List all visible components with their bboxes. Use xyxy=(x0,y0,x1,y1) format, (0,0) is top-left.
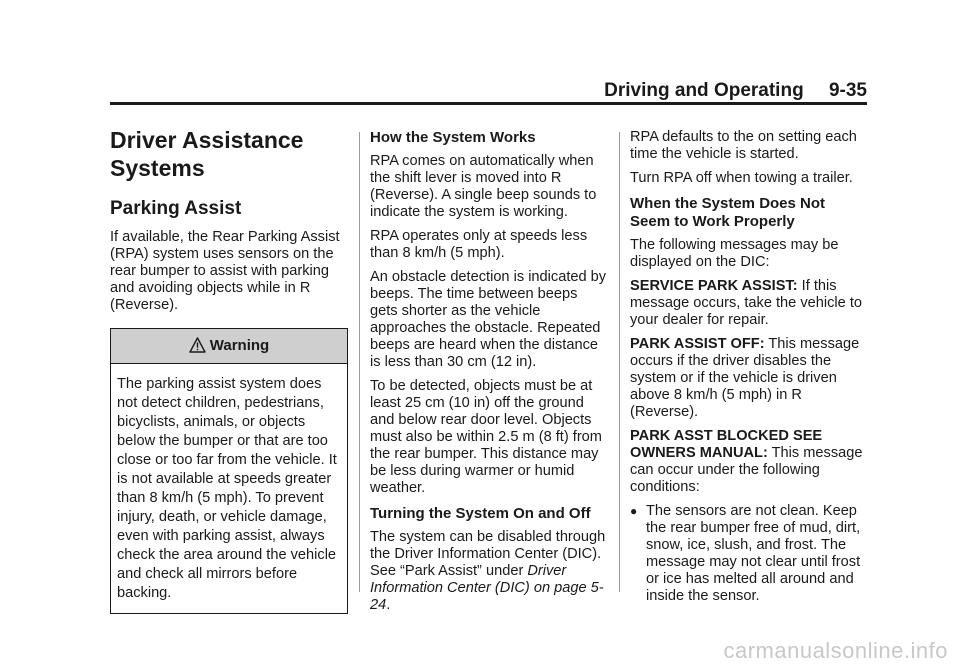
section-heading-parking-assist: Parking Assist xyxy=(110,198,242,219)
message-service-park-assist: SERVICE PARK ASSIST: If this message occurs, take the vehicle to your dealer for repair. xyxy=(630,278,862,328)
chapter-title: Driver Assistance Systems xyxy=(110,127,304,181)
warning-heading: Warning xyxy=(209,337,270,354)
paragraph: RPA comes on automatically when the shift lever is moved into R (Reverse). A single beep sounds to indicate the system is working. xyxy=(370,153,597,220)
column-2 xyxy=(370,129,608,621)
paragraph: The system can be disabled through the Driver Information Center (DIC). See “Park Assist” under Driver Information Center (DIC) on page 5-24. xyxy=(370,529,606,613)
heading-turning-on-off: Turning the System On and Off xyxy=(370,505,591,522)
column-1 xyxy=(110,126,348,614)
message-park-asst-blocked: PARK ASST BLOCKED SEE OWNERS MANUAL: This message can occur under the following conditions: xyxy=(630,428,863,495)
message-label: SERVICE PARK ASSIST: xyxy=(630,278,798,294)
column-divider-1 xyxy=(359,132,360,592)
paragraph: RPA defaults to the on setting each time the vehicle is started. xyxy=(630,129,857,162)
paragraph: RPA operates only at speeds less than 8 km/h (5 mph). xyxy=(370,228,588,261)
intro-paragraph: If available, the Rear Parking Assist (RPA) system uses sensors on the rear bumper to assist with parking and avoiding objects while in R (Reverse). xyxy=(110,229,340,313)
warning-body: The parking assist system does not detect children, pedestrians, bicyclists, animals, or objects below the bumper or that are too close or too far from the vehicle. It is not available at speeds greater than 8 km/h (5 mph). To prevent injury, death, or vehicle damage, even with parking assist, always check the area around the vehicle and check all mirrors before backing. xyxy=(117,376,337,601)
page-number: 9-35 xyxy=(828,80,867,101)
message-label: PARK ASSIST OFF: xyxy=(630,336,765,352)
section-title: Driving and Operating xyxy=(604,80,804,101)
heading-how-system-works: How the System Works xyxy=(370,129,536,146)
watermark: carmanualsonline.info xyxy=(723,638,948,663)
message-park-assist-off: PARK ASSIST OFF: This message occurs if the driver disables the system or if the vehicle is driven above 8 km/h (5 mph) in R (Reverse). xyxy=(630,336,860,420)
warning-box xyxy=(110,328,348,614)
cross-reference-link[interactable]: Driver Information Center (DIC) on page 5-24 xyxy=(370,563,604,613)
message-label: PARK ASST BLOCKED SEE OWNERS MANUAL: xyxy=(630,428,823,461)
paragraph: To be detected, objects must be at least 25 cm (10 in) off the ground and below rear door level. Objects must also be within 2.5 m (8 ft) from the rear bumper. This distance may be less during warmer or humid weather. xyxy=(370,378,602,496)
warning-header xyxy=(111,329,347,364)
bullet-icon: ● xyxy=(630,504,638,518)
column-divider-2 xyxy=(619,132,620,592)
warning-triangle-icon xyxy=(189,337,206,353)
page-header xyxy=(604,80,867,102)
paragraph: The following messages may be displayed on the DIC: xyxy=(630,237,839,270)
list-item: ● The sensors are not clean. Keep the rear bumper free of mud, dirt, snow, ice, slush, and frost. The message may not clear until frost or ice has melted all around and inside the sensor. xyxy=(630,503,861,604)
heading-system-not-working: When the System Does Not Seem to Work Properly xyxy=(630,195,826,230)
paragraph: An obstacle detection is indicated by beeps. The time between beeps gets shorter as the vehicle approaches the obstacle. Repeated beeps are heard when the distance is less than 30 cm (12 in). xyxy=(370,269,607,370)
paragraph: Turn RPA off when towing a trailer. xyxy=(630,170,853,186)
column-3 xyxy=(630,129,868,605)
header-rule xyxy=(110,102,867,105)
